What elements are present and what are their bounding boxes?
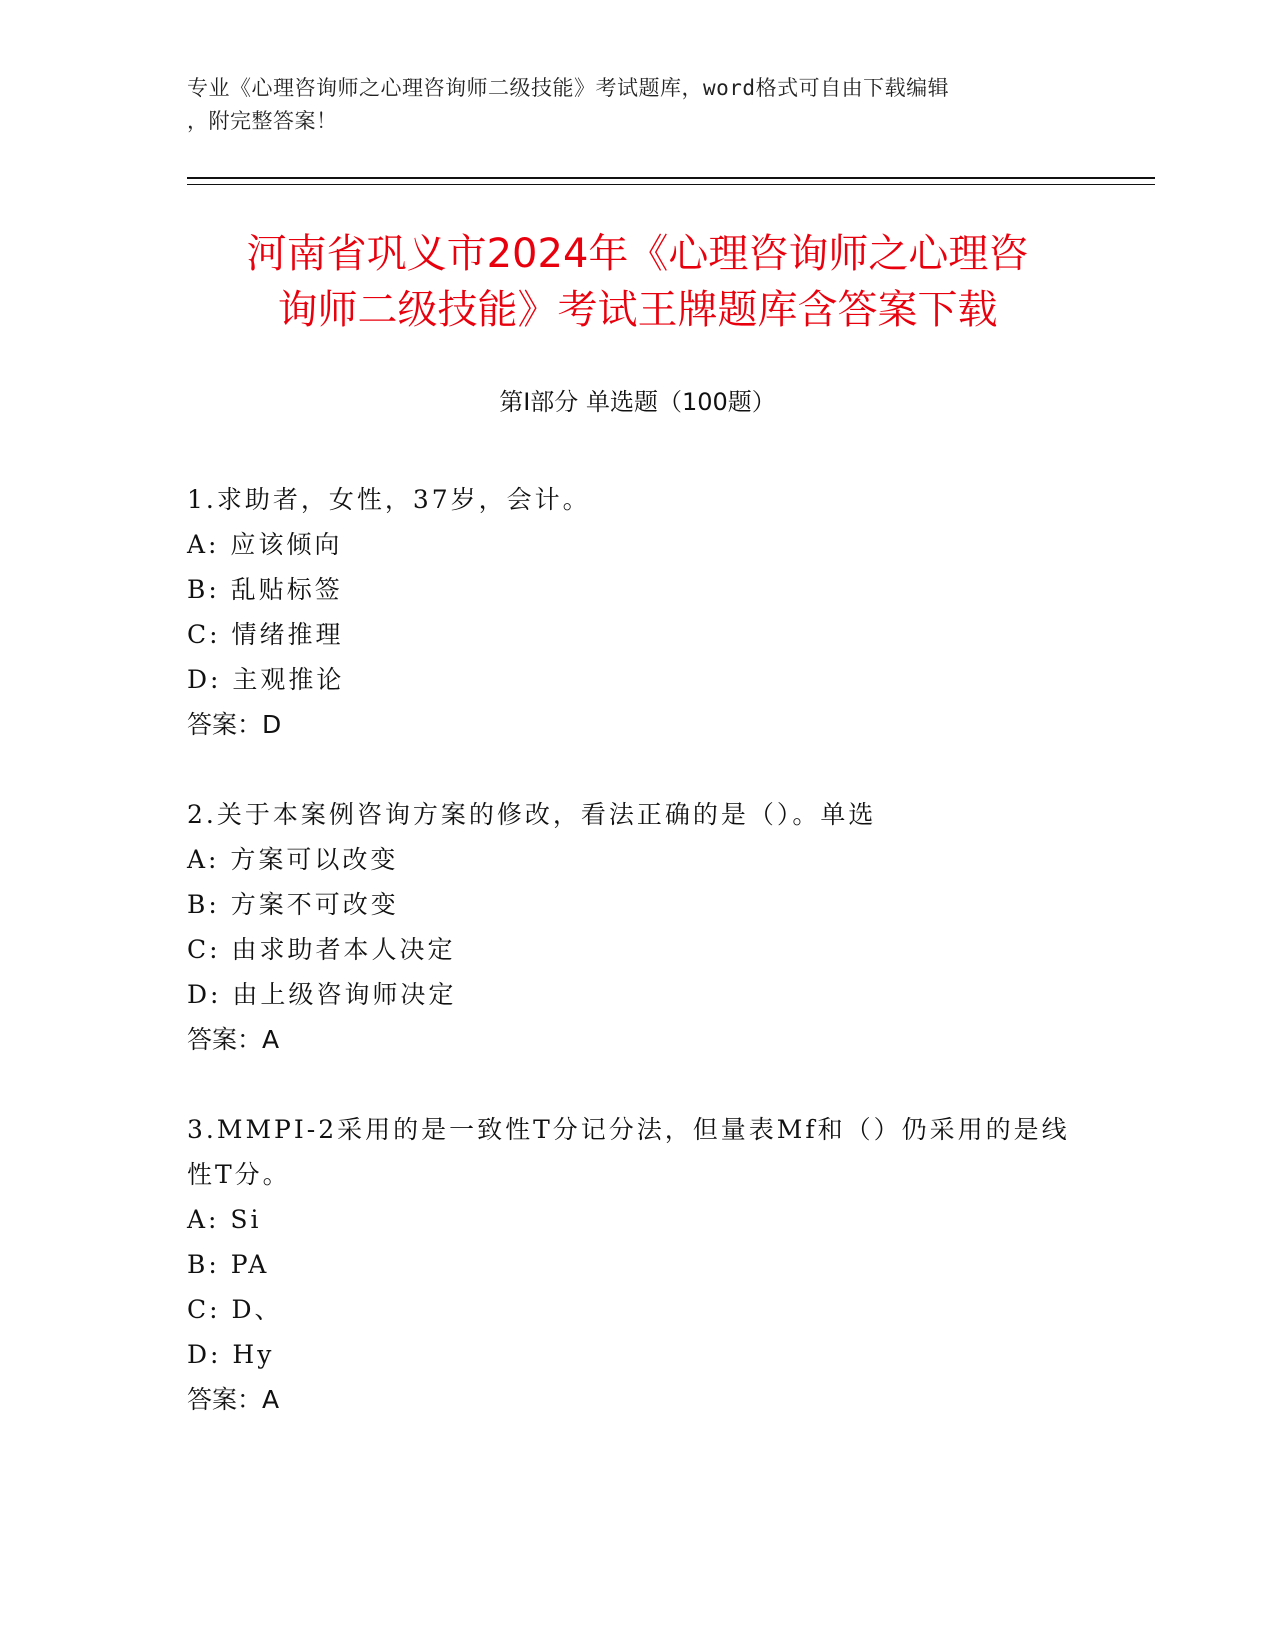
option-a: A: Si — [187, 1205, 262, 1234]
header-rule-thick — [187, 177, 1155, 179]
option-c: C: 情绪推理 — [187, 620, 344, 649]
document-title-line-2: 询师二级技能》考试王牌题库含答案下载 — [277, 287, 998, 333]
option-b: B: 方案不可改变 — [187, 890, 399, 919]
header-note-line-2: ，附完整答案！ — [187, 109, 338, 133]
option-b: B: 乱贴标签 — [187, 575, 343, 604]
answer: 答案：A — [187, 1385, 280, 1414]
option-d: D: 由上级咨询师决定 — [187, 980, 457, 1009]
question-1 — [187, 477, 1087, 747]
question-2 — [187, 792, 1087, 1062]
option-a: A: 方案可以改变 — [187, 845, 399, 874]
header-note — [187, 72, 1087, 138]
option-d: D: 主观推论 — [187, 665, 345, 694]
document-title-line-1: 河南省巩义市2024年《心理咨询师之心理咨 — [246, 231, 1029, 277]
question-list — [187, 477, 1087, 1422]
header-note-line-1: 专业《心理咨询师之心理咨询师二级技能》考试题库，word格式可自由下载编辑 — [187, 76, 950, 100]
question-stem: 1.求助者，女性，37岁，会计。 — [187, 485, 591, 514]
option-c: C: D、 — [187, 1295, 283, 1324]
option-a: A: 应该倾向 — [187, 530, 343, 559]
document-title — [140, 226, 1135, 338]
option-d: D: Hy — [187, 1340, 275, 1369]
answer: 答案：A — [187, 1025, 280, 1054]
question-stem-line-2: 性T分。 — [187, 1160, 291, 1189]
question-stem: 2.关于本案例咨询方案的修改，看法正确的是（）。单选 — [187, 800, 877, 829]
question-3 — [187, 1107, 1087, 1422]
question-gap — [187, 1062, 1087, 1107]
option-b: B: PA — [187, 1250, 270, 1279]
option-c: C: 由求助者本人决定 — [187, 935, 456, 964]
header-rule-thin — [187, 184, 1155, 185]
question-gap — [187, 747, 1087, 792]
section-title: 第Ⅰ部分 单选题（100题） — [499, 388, 776, 416]
answer: 答案：D — [187, 710, 282, 739]
question-stem-line-1: 3.MMPI-2采用的是一致性T分记分法，但量表Mf和（）仍采用的是线 — [187, 1115, 1070, 1144]
